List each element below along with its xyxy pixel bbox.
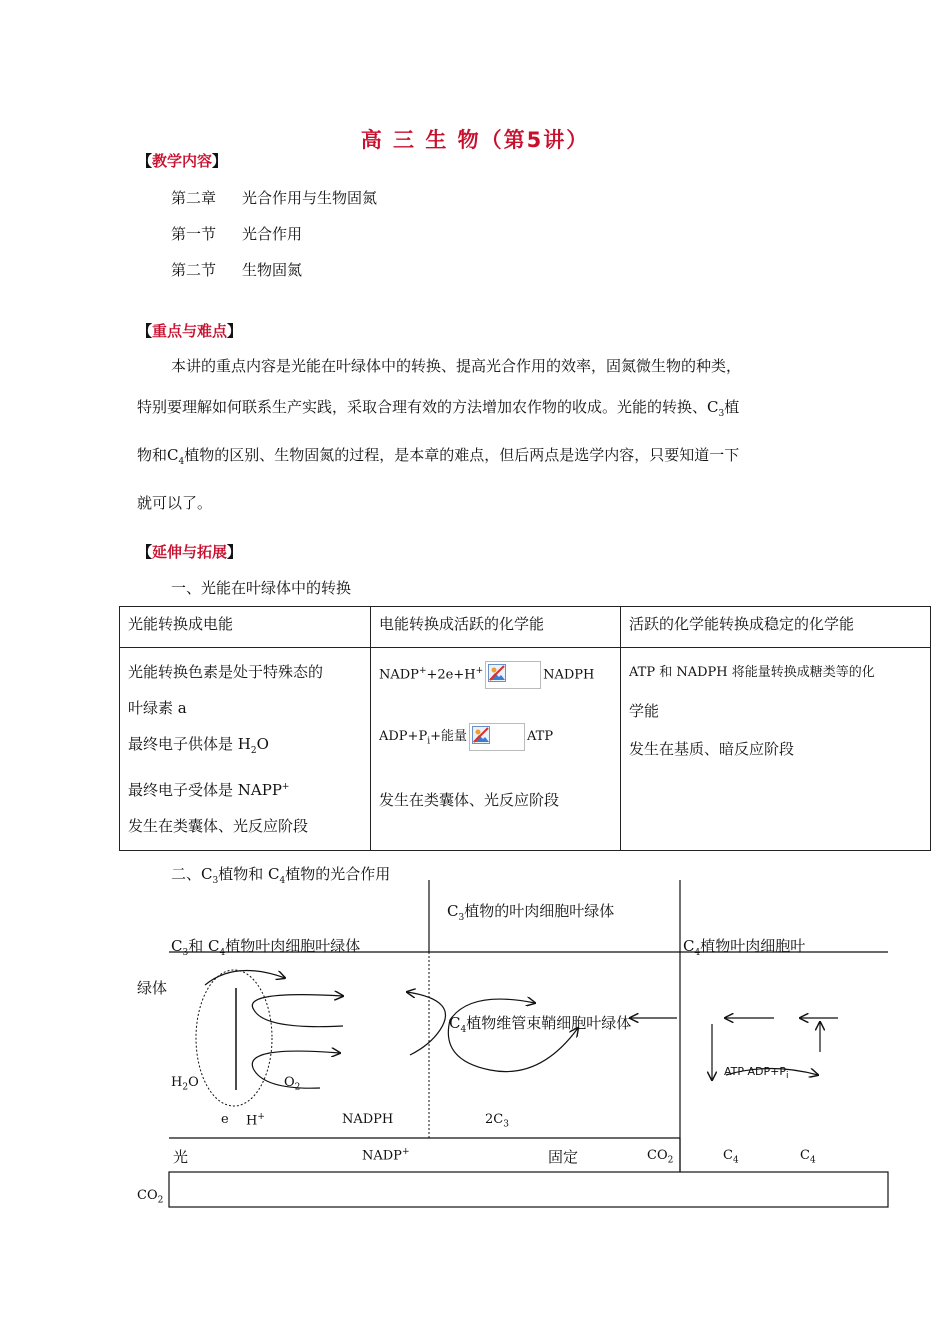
- table-header-3: 活跃的化学能转换成稳定的化学能: [621, 607, 931, 648]
- label-co2-bottom: $CO_2$: [137, 1188, 164, 1206]
- label-c4-mesophyll: $C_4$植物叶肉细胞叶: [683, 937, 806, 958]
- key-heading: 【重点与难点】: [137, 322, 243, 340]
- label-c3-c4-mesophyll: $C_3$和 $C_4$植物叶肉细胞叶绿体: [171, 937, 361, 958]
- table-header-2: 电能转换成活跃的化学能: [371, 607, 621, 648]
- label-o2: $O_2$: [284, 1075, 301, 1093]
- label-nadph: NADPH: [342, 1112, 394, 1127]
- label-nadp: NADP+: [362, 1147, 410, 1164]
- label-c4-left: $C_4$: [723, 1148, 739, 1166]
- table-header-1: 光能转换成电能: [120, 607, 371, 648]
- label-h-ion: H+: [246, 1112, 265, 1129]
- label-electron: e: [221, 1112, 229, 1127]
- table-cell-light-to-electric: 光能转换色素是处于特殊态的 叶绿素 a 最终电子供体是 $H_2O$ 最终电子受体是 NAPP+ 发生在类囊体、光反应阶段: [120, 648, 371, 851]
- label-2c3: $2C_3$: [485, 1112, 509, 1130]
- extension-heading: 【延伸与拓展】: [137, 543, 243, 561]
- label-c3-chloroplast: $C_3$植物的叶肉细胞叶绿体: [447, 902, 615, 923]
- label-atp-adp: ATP $ADP+P_i$: [724, 1065, 789, 1082]
- table-cell-active-to-stable: ATP 和 NADPH 将能量转换成糖类等的化 学能 发生在基质、暗反应阶段: [621, 648, 931, 851]
- table-cell-electric-to-chemical: NADP++2e+H+ NADPH $ADP+P_i+$能量 ATP 发生在类囊体、光反应阶段: [371, 648, 621, 851]
- section-2-title: 二、$C_3$植物和 $C_4$植物的光合作用: [171, 865, 391, 886]
- teaching-heading: 【教学内容】: [137, 152, 228, 170]
- label-h2o: $H_2O$: [171, 1075, 199, 1093]
- key-line-3: 物和$C_4$植物的区别、生物固氮的过程，是本章的难点，但后两点是选学内容，只要知道一下: [137, 446, 740, 467]
- label-c4-right: $C_4$: [800, 1148, 816, 1166]
- key-line-2: 特别要理解如何联系生产实践，采取合理有效的方法增加农作物的收成。光能的转换、$C_3$植: [137, 398, 740, 419]
- page-title: 高 三 生 物（第5讲）: [360, 128, 590, 152]
- teaching-row-3: 第二节 生物固氮: [171, 261, 303, 279]
- label-green-body: 绿体: [137, 979, 168, 997]
- label-co2: $CO_2$: [647, 1148, 674, 1166]
- label-c4-bundle-sheath: $C_4$植物维管束鞘细胞叶绿体: [449, 1014, 632, 1035]
- teaching-row-2: 第一节 光合作用: [171, 225, 303, 243]
- teaching-row-1: 第二章 光合作用与生物固氮: [171, 189, 378, 207]
- key-line-1: 本讲的重点内容是光能在叶绿体中的转换、提高光合作用的效率，固氮微生物的种类，: [171, 357, 742, 375]
- label-light: 光: [173, 1148, 189, 1166]
- key-line-4: 就可以了。: [137, 494, 213, 512]
- label-fixation: 固定: [548, 1148, 579, 1166]
- section-1-title: 一、光能在叶绿体中的转换: [171, 579, 352, 597]
